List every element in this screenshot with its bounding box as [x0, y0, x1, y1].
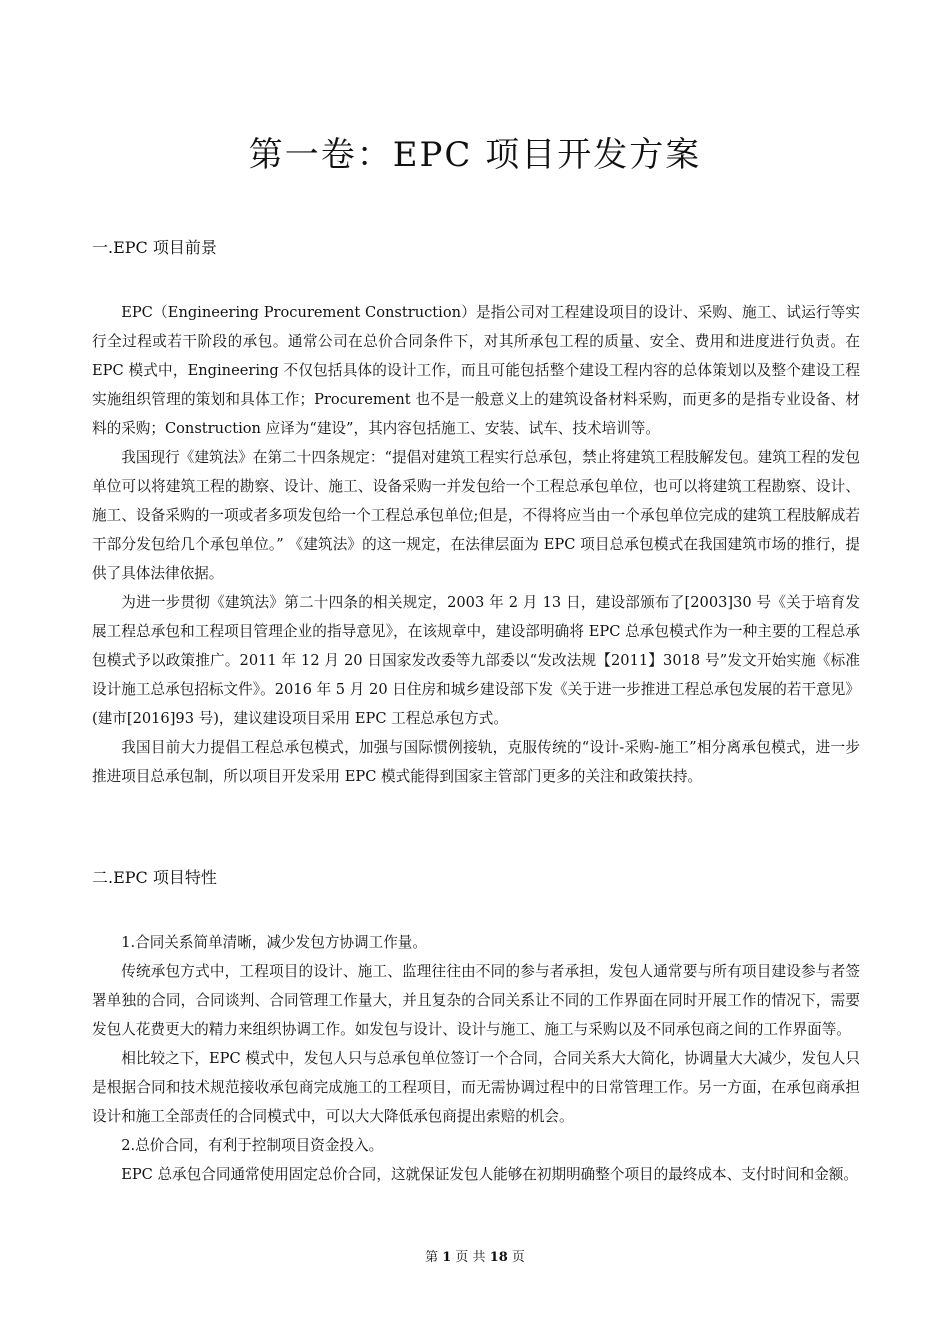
paragraph: EPC（Engineering Procurement Construction）是指公司对工程建设项目的设计、采购、施工、试运行等实行全过程或若干阶段的承包。通常公司在总价合同条件下，对其所承包工程的质量、安全、费用和进度进行负责。在 EPC 模式中，Engineering 不仅包括具体的设计工作，而且可能包括整个建设工程内容的总体策划以及整个建设工程实施组织管理的策划和具体工作；Procurement 也不是一般意义上的建筑设备材料采购，而更多的是指专业设备、材料的采购；Construction 应译为“建设”，其内容包括施工、安装、试车、技术培训等。	[92, 304, 860, 437]
section-heading-characteristics: 二.EPC 项目特性	[92, 868, 217, 887]
section-body-prospects	[92, 298, 860, 791]
paragraph: 1.合同关系简单清晰，减少发包方协调工作量。	[121, 934, 427, 951]
paragraph: 我国现行《建筑法》在第二十四条规定：“提倡对建筑工程实行总承包，禁止将建筑工程肢解发包。建筑工程的发包单位可以将建筑工程的勘察、设计、施工、设备采购一并发包给一个工程总承包单位，也可以将建筑工程勘察、设计、施工、设备采购的一项或者多项发包给一个工程总承包单位;但是，不得将应当由一个承包单位完成的建筑工程肢解成若干部分发包给几个承包单位。” 《建筑法》的这一规定，在法律层面为 EPC 项目总承包模式在我国建筑市场的推行，提供了具体法律依据。	[92, 449, 860, 582]
section-body-characteristics	[92, 928, 860, 1189]
paragraph: 2.总价合同，有利于控制项目资金投入。	[121, 1137, 384, 1154]
footer-total-pages: 18	[489, 1250, 508, 1265]
footer-suffix: 页	[511, 1250, 525, 1265]
section-heading-prospects: 一.EPC 项目前景	[92, 238, 217, 257]
page-footer	[0, 1248, 950, 1268]
paragraph: 传统承包方式中，工程项目的设计、施工、监理往往由不同的参与者承担，发包人通常要与所有项目建设参与者签署单独的合同，合同谈判、合同管理工作量大，并且复杂的合同关系让不同的工作界面在同时开展工作的情况下，需要发包人花费更大的精力来组织协调工作。如发包与设计、设计与施工、施工与采购以及不同承包商之间的工作界面等。	[92, 963, 860, 1038]
paragraph: 为进一步贯彻《建筑法》第二十四条的相关规定，2003 年 2 月 13 日，建设部颁布了[2003]30 号《关于培育发展工程总承包和工程项目管理企业的指导意见》，在该规章中，建设部明确将 EPC 总承包模式作为一种主要的工程总承包模式予以政策推广。2011 年 12 月 20 日国家发改委等九部委以“发改法规【2011】3018 号”发文开始实施《标准设计施工总承包招标文件》。2016 年 5 月 20 日住房和城乡建设部下发《关于进一步推进工程总承包发展的若干意见》(建市[2016]93 号)，建议建设项目采用 EPC 工程总承包方式。	[92, 594, 860, 727]
paragraph: EPC 总承包合同通常使用固定总价合同，这就保证发包人能够在初期明确整个项目的最终成本、支付时间和金额。	[121, 1166, 858, 1183]
footer-page-number: 1	[442, 1250, 452, 1265]
document-title: 第一卷：EPC 项目开发方案	[248, 135, 702, 175]
footer-middle: 页 共	[455, 1250, 486, 1265]
paragraph: 我国目前大力提倡工程总承包模式，加强与国际惯例接轨，克服传统的“设计-采购-施工”相分离承包模式，进一步推进项目总承包制，所以项目开发采用 EPC 模式能得到国家主管部门更多的关注和政策扶持。	[92, 739, 860, 785]
paragraph: 相比较之下，EPC 模式中，发包人只与总承包单位签订一个合同，合同关系大大简化，协调量大大减少，发包人只是根据合同和技术规范接收承包商完成施工的工程项目，而无需协调过程中的日常管理工作。另一方面，在承包商承担设计和施工全部责任的合同模式中，可以大大降低承包商提出索赔的机会。	[92, 1050, 860, 1125]
footer-prefix: 第	[425, 1250, 439, 1265]
